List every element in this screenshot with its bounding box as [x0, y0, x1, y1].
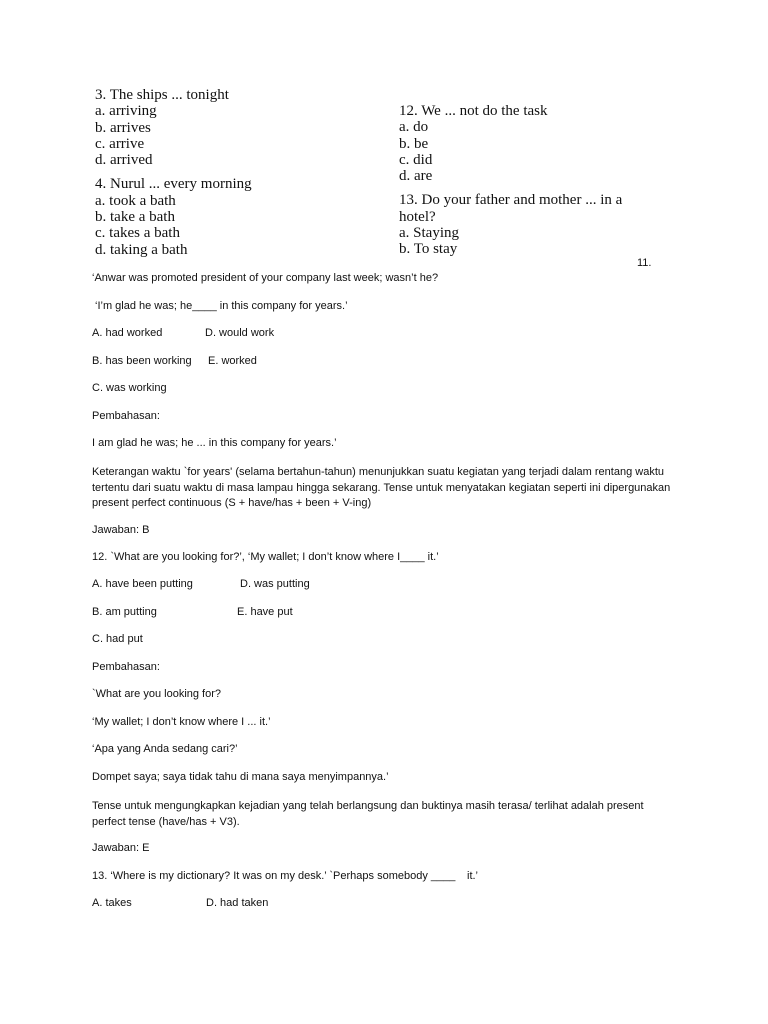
q12-line-4: Dompet saya; saya tidak tahu di mana saya menyimpannya.’: [92, 771, 389, 783]
q12-pembahasan-label: Pembahasan:: [92, 661, 160, 673]
q13-image-question-line1: 13. Do your father and mother ... in a: [399, 192, 623, 209]
q12-line-1: `What are you looking for?: [92, 688, 222, 700]
q13-question-part-b: it.’: [467, 870, 478, 882]
q11-option-d: D. would work: [205, 327, 275, 339]
q12-line-2: ‘My wallet; I don’t know where I ... it.’: [92, 716, 271, 728]
q12-image-option-d: d. are: [399, 168, 433, 185]
q13-image-option-a: a. Staying: [399, 225, 459, 242]
q13-image-option-b: b. To stay: [399, 241, 458, 258]
q4-option-a: a. took a bath: [95, 192, 176, 209]
q13-image-question-line2: hotel?: [399, 208, 436, 225]
q4-option-d: d. taking a bath: [95, 241, 188, 258]
q12-option-b: B. am putting: [92, 606, 157, 618]
q12-question: 12. `What are you looking for?’, ‘My wallet; I don’t know where I____ it.’: [92, 551, 439, 563]
q11-option-a: A. had worked: [92, 327, 163, 339]
q12-line-3: ‘Apa yang Anda sedang cari?’: [92, 743, 238, 755]
q11-option-b: B. has been working: [92, 355, 192, 367]
q12-explanation: Tense untuk mengungkapkan kejadian yang telah berlangsung dan buktinya masih terasa/ terlihat adalah present perfect tense (have/has + V3).: [92, 800, 644, 828]
q3-question: 3. The ships ... tonight: [95, 87, 229, 103]
q4-option-b: b. take a bath: [95, 209, 175, 226]
q11-question: ‘Anwar was promoted president of your company last week; wasn’t he?: [92, 272, 439, 284]
q11-pembahasan-quote: I am glad he was; he ... in this company for years.’: [92, 437, 337, 449]
q12-option-a: A. have been putting: [92, 578, 193, 590]
q3-option-d: d. arrived: [95, 152, 153, 169]
q3-option-c: c. arrive: [95, 135, 145, 152]
q3-option-a: a. arriving: [95, 103, 157, 120]
q11-answer: Jawaban: B: [92, 524, 150, 536]
q11-number: 11.: [637, 257, 652, 269]
q12-image-option-c: c. did: [399, 151, 433, 168]
q4-option-c: c. takes a bath: [95, 225, 180, 242]
q13-option-d: D. had taken: [206, 897, 269, 909]
q12-image-question: 12. We ... not do the task: [399, 103, 548, 119]
q12-option-d: D. was putting: [240, 578, 310, 590]
q11-response: ‘I’m glad he was; he____ in this company for years.’: [95, 300, 348, 312]
q11-option-e: E. worked: [208, 355, 257, 367]
q13-question-part-a: 13. ‘Where is my dictionary? It was on my desk.’ `Perhaps somebody ____: [92, 870, 456, 882]
q11-explanation: Keterangan waktu `for years' (selama bertahun-tahun) menunjukkan suatu kegiatan yang terjadi dalam rentang waktu tertentu dari suatu waktu di masa lampau hingga sekarang. Tense untuk menyatakan kegiatan seperti ini dipergunakan present perfect continuous (S + have/has + been + V-ing): [92, 466, 671, 509]
q11-option-c: C. was working: [92, 382, 167, 394]
q11-pembahasan-label: Pembahasan:: [92, 410, 160, 422]
q12-image-option-a: a. do: [399, 119, 429, 136]
q12-option-e: E. have put: [237, 606, 293, 618]
q4-question: 4. Nurul ... every morning: [95, 176, 252, 193]
image-right-column: [399, 103, 622, 258]
q13-option-a: A. takes: [92, 897, 132, 909]
q12-option-c: C. had put: [92, 633, 143, 645]
q12-image-option-b: b. be: [399, 135, 429, 152]
q3-option-b: b. arrives: [95, 119, 151, 136]
image-left-column: [95, 87, 252, 258]
q12-answer: Jawaban: E: [92, 842, 150, 854]
